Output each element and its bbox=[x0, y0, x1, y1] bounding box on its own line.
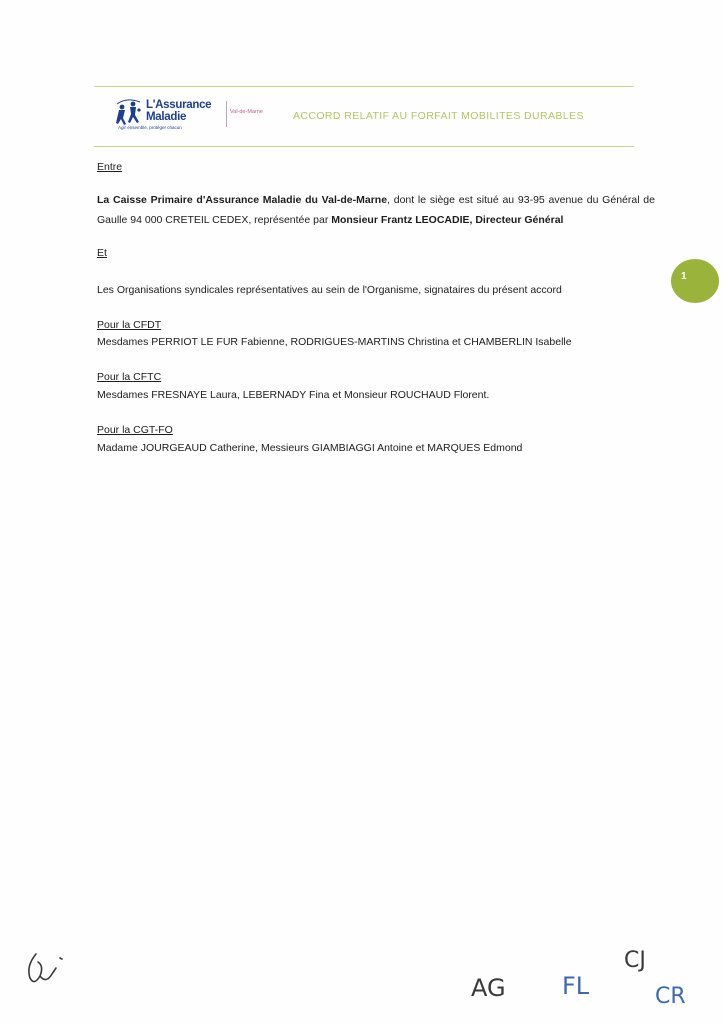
logo-separator bbox=[226, 101, 227, 127]
organisations-paragraph: Les Organisations syndicales représentatives au sein de l'Organisme, signataires du présent accord bbox=[97, 284, 562, 296]
cgtfo-label: Pour la CGT-FO bbox=[97, 424, 173, 436]
header-bottom-rule bbox=[94, 146, 634, 147]
logo-figures-icon bbox=[114, 98, 146, 128]
caisse-address: , dont le siège est situé au 93-95 avenue du Général de Gaulle 94 000 CRETEIL CEDEX, représentée par bbox=[97, 194, 655, 226]
page-number-badge bbox=[671, 259, 719, 303]
et-label: Et bbox=[97, 247, 107, 259]
initials-fl: FL bbox=[562, 972, 590, 1000]
page-number: 1 bbox=[681, 271, 687, 282]
signature-scribble bbox=[22, 948, 72, 992]
initials-ag: AG bbox=[471, 974, 506, 1002]
initials-cr: CR bbox=[655, 984, 686, 1009]
logo-text-line1: L'Assurance bbox=[146, 99, 212, 111]
header-top-rule bbox=[94, 86, 634, 87]
entre-label: Entre bbox=[97, 161, 123, 173]
initials-cj: CJ bbox=[624, 948, 646, 973]
assurance-maladie-logo bbox=[114, 96, 226, 136]
logo-region: Val-de-Marne bbox=[230, 109, 263, 115]
cgtfo-members: Madame JOURGEAUD Catherine, Messieurs GIAMBIAGGI Antoine et MARQUES Edmond bbox=[97, 442, 523, 454]
representant: Monsieur Frantz LEOCADIE, Directeur Général bbox=[331, 214, 564, 226]
cfdt-members: Mesdames PERRIOT LE FUR Fabienne, RODRIGUES-MARTINS Christina et CHAMBERLIN Isabelle bbox=[97, 336, 572, 348]
document-header-title: ACCORD RELATIF AU FORFAIT MOBILITES DURABLES bbox=[293, 110, 584, 122]
cftc-label: Pour la CFTC bbox=[97, 371, 162, 383]
cfdt-label: Pour la CFDT bbox=[97, 319, 162, 331]
logo-text-line2: Maladie bbox=[146, 111, 187, 123]
caisse-name: La Caisse Primaire d'Assurance Maladie du Val-de-Marne bbox=[97, 194, 388, 206]
caisse-paragraph bbox=[97, 190, 655, 230]
cftc-members: Mesdames FRESNAYE Laura, LEBERNADY Fina et Monsieur ROUCHAUD Florent. bbox=[97, 389, 490, 401]
logo-tagline: Agir ensemble, protéger chacun bbox=[118, 125, 182, 130]
